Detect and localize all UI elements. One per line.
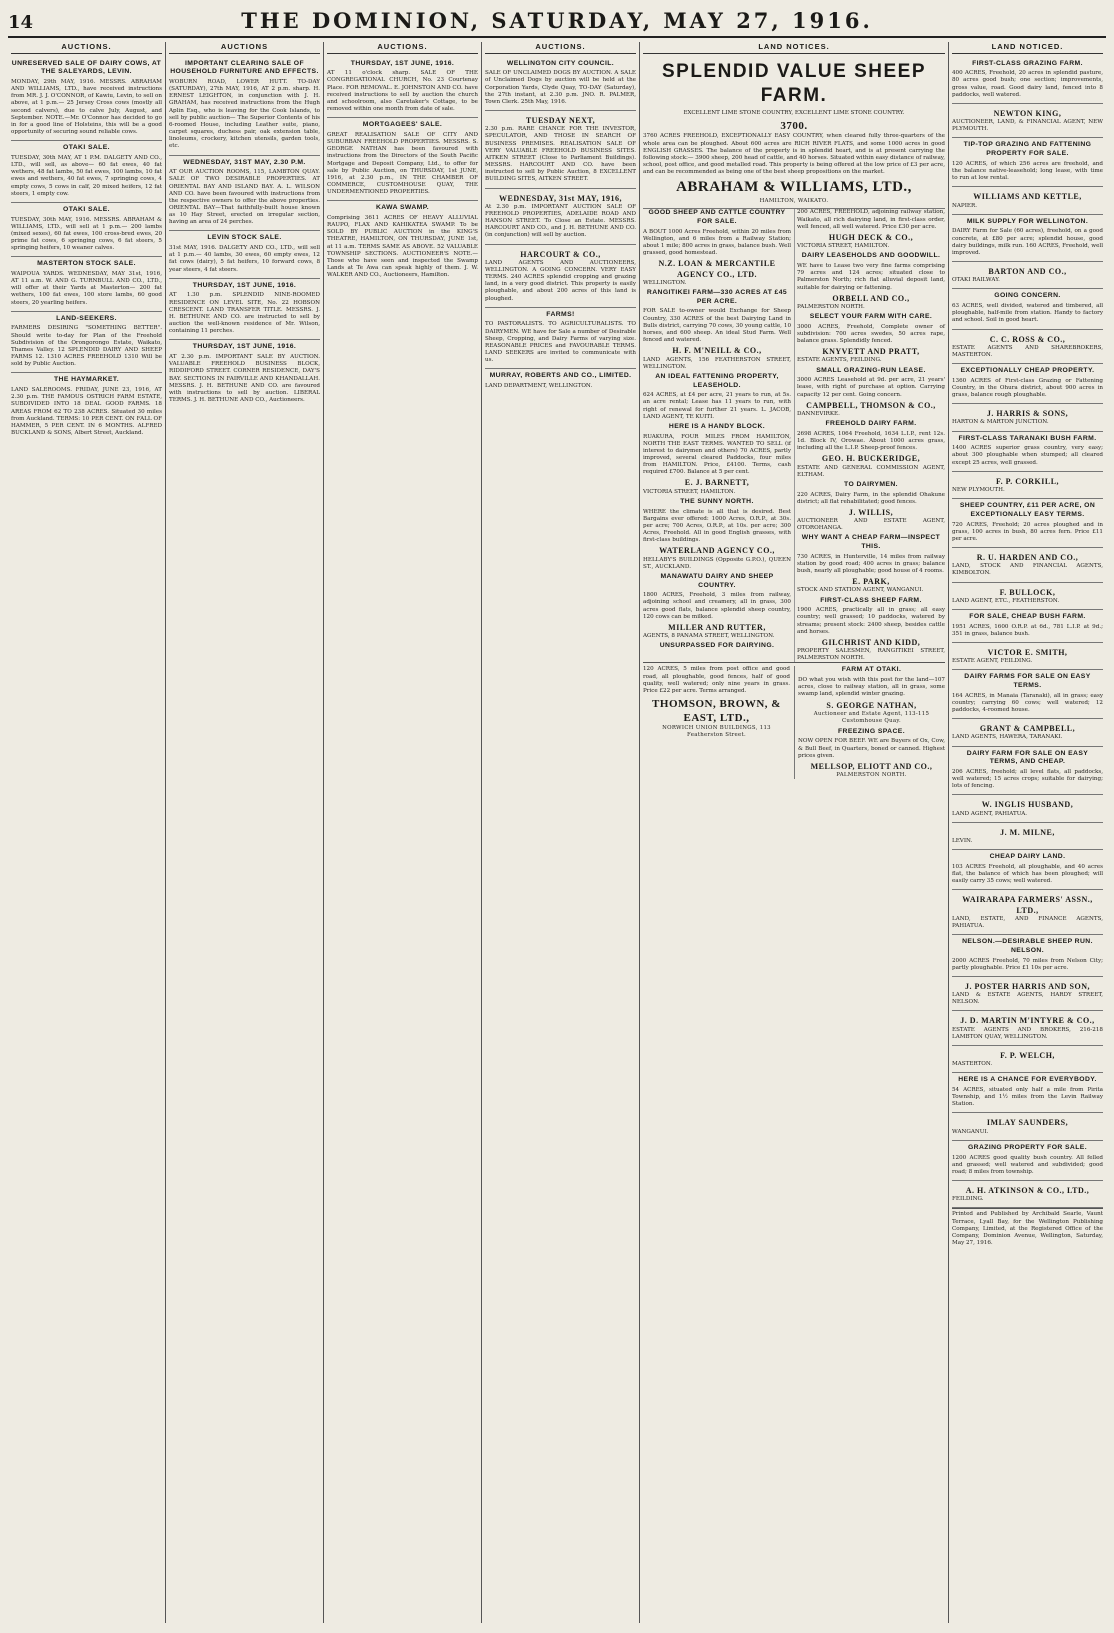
ad-agent: CAMPBELL, THOMSON & CO., (806, 400, 936, 410)
ad-body: DANNEVIRKE. (797, 410, 840, 417)
printer-imprint: Printed and Published by Archibald Searle, Vaunt Terrace, Lyall Bay, for the Wellington Publishing Company, Limited, at the Registered Office of the Company, Dominion Avenue, Wellington, Saturday, May 27, 1916. (952, 1208, 1103, 1247)
ad-title: MANAWATU DAIRY AND SHEEP COUNTRY. (660, 572, 774, 589)
ad-title: GOING CONCERN. (994, 292, 1061, 300)
ad-title: TO DAIRYMEN. (844, 480, 898, 488)
ad-body: 63 ACRES, well divided, watered and timbered, all ploughable, half-mile from station. Handy to factory and school. Soil in good heart. (952, 303, 1103, 324)
ad-title: IMPORTANT CLEARING SALE OF HOUSEHOLD FURNITURE AND EFFECTS. (170, 59, 319, 76)
column-land-noticed (949, 42, 1106, 1623)
ad-body: TUESDAY, 30th MAY, AT 1 P.M. DALGETY AND CO., LTD., will sell, as above— 60 fat ewes, 40 fat wethers, 48 fat lambs, 50 fat ewes, 100 lambs, 10 fat ewes and wethers, 40 fat ewes, 7 springing cows, 4 empty cows, 5 cows in calf, 20 mixed heifers, 12 fat steers, 1 empty cow. (11, 154, 162, 197)
ad-title: THURSDAY, 1ST JUNE, 1916. (192, 343, 297, 351)
ad-body: AT 1.30 p.m. SPLENDID NINE-ROOMED RESIDENCE ON LEVEL SITE, No. 22 HOBSON CRESCENT. LAND TRANSFER TITLE. MESSRS. J. H. BETHUNE AND CO. are instructed to sell by auction the well-known residence of Mr. Wilson, containing 11 perches. (169, 292, 320, 335)
advertisement (952, 1073, 1103, 1113)
ad-title: FREEHOLD DAIRY FARM. (825, 420, 917, 428)
ad-title: DAIRY FARM FOR SALE ON EASY TERMS, AND CHEAP. (966, 749, 1089, 766)
ad-body: AUCTIONEER AND ESTATE AGENT, OTOROHANGA. (797, 518, 945, 532)
advertisement (11, 257, 162, 311)
ad-body: LAND, ESTATE, AND FINANCE AGENTS, PAHIATUA. (952, 915, 1103, 929)
land-listings-body (643, 209, 945, 662)
ad-agent: N.Z. LOAN & MERCANTILE AGENCY CO., LTD. (658, 259, 776, 279)
ad-title: THE SUNNY NORTH. (680, 497, 754, 505)
ad-title: CHEAP DAIRY LAND. (989, 853, 1066, 861)
feature-subtitle: EXCELLENT LIME STONE COUNTRY, EXCELLENT LIME STONE COUNTRY. (683, 110, 905, 117)
ad-body: 3000 ACRES, Freehold, Complete owner of subdivision: 700 acres swedes, 50 acres rape, balance grass. Splendidly fenced. (797, 323, 945, 345)
advertisement (952, 1141, 1103, 1181)
ad-title: SHEEP COUNTRY, £11 PER ACRE, ON EXCEPTIONALLY EASY TERMS. (959, 502, 1096, 518)
ad-agent: MELLSOP, ELIOTT AND CO., (810, 761, 933, 771)
ad-body: WHERE the climate is all that is desired. Best Bargains ever offered: 1000 Acres, O.R.P., at 30s. per acre; 700 Acres, O.R.P., at 10s. per acre; 300 Acres, Freehold. All in good English grasses, with first-class buildings. (643, 508, 791, 544)
advertisement (952, 262, 1103, 289)
ad-body: ESTATE AGENTS AND BROKERS, 216-218 LAMBTON QUAY, WELLINGTON. (952, 1026, 1103, 1040)
ad-agent: VICTOR E. SMITH, (987, 647, 1068, 657)
ad-body: PROPERTY SALESMEN, RANGITIKEI STREET, PALMERSTON NORTH. (797, 648, 945, 662)
ad-title: RANGITIKEI FARM—330 ACRES AT £45 PER ACRE. (646, 289, 788, 305)
ad-body: AT OUR AUCTION ROOMS, 115, LAMBTON QUAY. SALE OF TWO DESIRABLE PROPERTIES. AT ORIENTAL BAY AND ISLAND BAY. A. L. WILSON AND CO. have been favoured with instructions from the respective owners to offer the above properties. ORIENTAL BAY—That faithfully-built house known as 10 Hay Street, erected on irregular section, having an area of 24 perches. (169, 169, 320, 226)
feature-ad (643, 57, 945, 210)
ad-body: LEVIN. (952, 838, 973, 845)
advertisement (952, 1113, 1103, 1140)
column-header: AUCTIONS (169, 42, 320, 54)
ad-agent: R. U. HARDEN AND CO., (976, 553, 1079, 563)
ad-body: DO what you wish with this post for the land—107 acres, close to railway station, all in grass, some swamp land, splendid winter grazing. (798, 677, 945, 698)
ad-body: LAND AGENT, ETC., FEATHERSTON. (952, 597, 1060, 604)
ad-body: NEW PLYMOUTH. (952, 487, 1005, 494)
ad-body: 103 ACRES Freehold, all ploughable, and 40 acres flat, the balance of which has been ploughed; will easily carry 35 cows; well watered. (952, 863, 1103, 885)
ad-body: FARMERS DESIRING "SOMETHING BETTER". Should write to-day for Plan of the Freehold Subdivision of the Orongorongo Estate, Waikato, Thames Valley. 12 SPLENDID DAIRY AND SHEEP FARMS 12. 1310 ACRES FREEHOLD 1310 Will be sold by Public Auction. (11, 325, 162, 368)
ad-title: THURSDAY, 1ST JUNE, 1916. (192, 281, 297, 289)
advertisement (952, 890, 1103, 935)
ad-body: RUAKURA, FOUR MILES FROM HAMILTON, NORTH THE EAST TERMS. WANTED TO SELL (if interest to dairymen and others) 70 ACRES, partly improved, several cleared Paddocks, four miles from HAMILTON. Price, £4100. Terms, cash required £700. Balance at 5 per cent. (643, 433, 791, 476)
advertisement (11, 373, 162, 441)
ad-agent: S. GEORGE NATHAN, (826, 700, 917, 710)
ad-agent: C. C. ROSS & CO., (989, 334, 1066, 344)
advertisement (952, 747, 1103, 796)
ad-agent: WATERLAND AGENCY CO., (659, 546, 775, 556)
advertisement (952, 330, 1103, 365)
ad-body: SALE OF UNCLAIMED DOGS BY AUCTION. A SALE of Unclaimed Dogs by auction will be held at the Corporation Yards, Clyde Quay, TO-DAY (Saturday), the 27th instant, at 2.30 p.m. JNO. R. PALMER, Town Clerk. 25th May, 1916. (485, 70, 636, 105)
advertisement (485, 57, 636, 111)
ad-agent-address: NORWICH UNION BUILDINGS, 113 Featherston Street. (662, 725, 771, 739)
ad-title: FIRST-CLASS GRAZING FARM. (972, 59, 1083, 67)
ad-title: GOOD SHEEP AND CATTLE COUNTRY FOR SALE. (648, 209, 786, 226)
ad-agent: WEDNESDAY, 31st MAY, 1916, (499, 193, 622, 203)
ad-title: FIRST-CLASS SHEEP FARM. (820, 596, 922, 604)
ad-body: WAIPOUA YARDS. WEDNESDAY, MAY 31st, 1916, AT 11 a.m. W. AND G. TURNBULL AND CO., LTD., will offer at their Yards at Masterton— 200 fat wethers, 100 fat ewes, 100 store lambs, 60 good steers, 20 yearling heifers. (11, 271, 162, 306)
advertisement (952, 104, 1103, 139)
ad-body: 1200 ACRES good quality bush country. All felled and grassed; well watered and subdivided; good road; 8 miles from township. (952, 1154, 1103, 1175)
ad-agent: MILLER AND RUTTER, (668, 622, 766, 632)
feature-agent-address: HAMILTON, WAIKATO. (759, 197, 829, 204)
ad-body: ESTATE AGENTS AND SHAREBROKERS, MASTERTON. (952, 344, 1103, 358)
ad-body: LAND SALEROOMS. FRIDAY, JUNE 23, 1916, AT 2.30 p.m. THE FAMOUS OSTRICH FARM ESTATE, SUBDIVIDED INTO 18 DEAL GOOD FARMS. 18 AREAS FROM 62 TO 238 ACRES. Situated 30 miles from Auckland. TERMS: 10 PER CENT. ON FALL OF HAMMER, 5 PER CENT. IN 6 MONTHS. ALFRED BUCKLAND & SONS, Albert Street, Auckland. (11, 387, 162, 437)
advertisement (327, 201, 478, 283)
ad-agent: J. D. MARTIN M'INTYRE & CO., (960, 1016, 1095, 1026)
ad-title: FARMS! (546, 310, 575, 318)
advertisement (952, 1181, 1103, 1208)
column-header: AUCTIONS. (327, 42, 478, 54)
ad-agent: J. M. MILNE, (1000, 827, 1055, 837)
ad-body: VICTORIA STREET, HAMILTON. (643, 488, 736, 495)
ad-body: LAND AGENTS, HAWERA, TARANAKI. (952, 734, 1063, 741)
advertisement (952, 548, 1103, 583)
ad-body: 1400 ACRES superior grass country, very easy; about 300 ploughable when stumped; all cleared except 25 acres, well grassed. (952, 445, 1103, 466)
advertisement (952, 364, 1103, 404)
ad-title: THURSDAY, 1ST JUNE, 1916. (350, 59, 455, 67)
ad-body: MONDAY, 29th MAY, 1916. MESSRS. ABRAHAM AND WILLIAMS, LTD., have received instructions from MR. J. J. O'CONNOR, of Kawiu, Levin, to sell on above, at 1 p.m.— 25 Jersey Cross cows (mostly all second calvers), due to calve July, August, and September. NOTE.—Mr. O'Connor has decided to go in for a good line of Holsteins, this will be a good opportunity of securing sound reliable cows. (11, 78, 162, 136)
advertisement (327, 118, 478, 201)
bottom-right-ad (794, 666, 945, 779)
advertisement (952, 795, 1103, 822)
ad-agent-address: PALMERSTON NORTH. (836, 772, 907, 779)
advertisement (485, 245, 636, 308)
ad-body: 2000 ACRES Freehold, 70 miles from Nelson City; partly ploughable. Price £1 10s per acre. (952, 957, 1103, 971)
ad-title: OTAKI SALE. (63, 144, 110, 152)
ad-body: TUESDAY, 30th MAY, 1916. MESSRS. ABRAHAM & WILLIAMS, LTD., will sell at 1 p.m.— 200 lambs (mixed sexes), 60 fat ewes, 100 cross-bred ewes, 20 prime fat cows, 6 springing cows, 6 fat steers, 5 springing heifers, 10 weaner calves. (11, 216, 162, 252)
advertisement (11, 57, 162, 142)
ad-body: 2.30 p.m. RARE CHANCE FOR THE INVESTOR, SPECULATOR, AND THOSE IN SEARCH OF BUSINESS PREMISES. REALISATION SALE OF VERY VALUABLE FREEHOLD BUSINESS SITES. AITKEN STREET (Close to Parliament Buildings). MESSRS. HARCOURT AND CO. have been instructed to sell by Public Auction, 8 EXCELLENT BUILDING SITES, AITKEN STREET. (485, 126, 636, 183)
ad-agent: ORBELL AND CO., (832, 293, 910, 303)
ad-title: UNSURPASSED FOR DAIRYING. (659, 642, 775, 650)
ad-title: WEDNESDAY, 31ST MAY, 2.30 P.M. (183, 158, 306, 166)
column-auctions-2 (166, 42, 324, 1623)
ad-body: AUCTIONEER, LAND, & FINANCIAL AGENT, NEW PLYMOUTH. (952, 119, 1103, 133)
ad-body: 1951 ACRES, 1600 O.R.P. at 6d., 781 L.I.P. at 9d.; 351 in grass, balance bush. (952, 623, 1103, 637)
ad-title: THE HAYMARKET. (53, 376, 119, 384)
ad-body: WOBURN ROAD, LOWER HUTT. TO-DAY (SATURDAY), 27th MAY, 1916, AT 2 p.m. sharp. H. ERNEST LEIGHTON, in conjunction with J. H. GRAHAM, has received instructions from the Hugh Aplin Esq., who is leaving for the Cook Islands, to sell by public auction— The Superior Contents of his 6-roomed House, including Leather suite, piano, carpet squares, duchess pair, oak extension table, linoleums, crockery, kitchen utensils, garden tools, etc. (169, 78, 320, 150)
ad-title: AN IDEAL FATTENING PROPERTY, LEASEHOLD. (655, 372, 779, 389)
feature-body: 3760 ACRES FREEHOLD, EXCEPTIONALLY EASY COUNTRY, when cleared fully three-quarters of the whole area can be ploughed. About 600 acres are RICH RIVER FLATS, and some 1000 acres in good ENGLISH GRASSES. The balance of the property is in splendid heart, and is at present carrying the following stock:— 3900 sheep, 200 head of cattle, and 40 horses. Situated within easy distance of railway, school, post office, and good metalled road. This property is being offered at the low price of £3 per acre, and can be recommended as being one of the best sheep propositions on the market. (643, 133, 945, 176)
ad-title: SELECT YOUR FARM WITH CARE. (809, 313, 933, 321)
ad-agent: IMLAY SAUNDERS, (986, 1118, 1069, 1128)
ad-agent: W. INGLIS HUSBAND, (981, 800, 1074, 810)
column-header: LAND NOTICED. (952, 42, 1103, 54)
ad-title: MASTERTON STOCK SALE. (37, 260, 136, 268)
ad-body: 1900 ACRES, practically all in grass; all easy country; well grassed; 10 paddocks, watered by streams; present stock: 2400 sheep, besides cattle and horses. (797, 607, 945, 635)
ad-body: 730 ACRES, in Hunterville, 14 miles from railway station by good road; 400 acres in grass; balance bush, nearly all ploughable; good house of 4 rooms. (797, 553, 945, 575)
ad-title: WELLINGTON CITY COUNCIL. (506, 59, 615, 67)
ad-agent: BARTON AND CO., (988, 267, 1067, 276)
ad-title: DAIRY LEASEHOLDS AND GOODWILL. (801, 252, 941, 260)
ad-body: 720 ACRES, Freehold; 20 acres ploughed and in grass, 100 acres in bush, 80 acres fern. Price £11 per acre. (952, 521, 1103, 542)
ad-title: MORTGAGEES' SALE. (362, 121, 443, 129)
ad-body: ESTATE AGENTS, FEILDING. (797, 357, 882, 364)
ad-agent: GRANT & CAMPBELL, (979, 724, 1076, 734)
advertisement (952, 935, 1103, 977)
ad-body: WE have to Lease two very fine farms comprising 79 acres and 124 acres; situated close to Palmerston North; rich flat alluvial deposit land, suitable for dairying or fattening. (797, 263, 945, 291)
ad-title: OTAKI SALE. (63, 205, 110, 213)
ad-title: KAWA SWAMP. (375, 204, 430, 212)
ad-agent: F. P. CORKILL, (995, 476, 1060, 486)
column-header: AUCTIONS. (485, 42, 636, 54)
ad-body: FOR SALE to-owner would Exchange for Sheep Country, 330 ACRES of the best Dairying Land in Bulls district, carrying 70 cows, 30 young cattle, 10 horses, and 600 sheep. An ideal Stud Farm. Well fenced and watered. (643, 308, 791, 344)
ad-agent: F. P. WELCH, (1000, 1050, 1055, 1060)
ad-agent: GEO. H. BUCKERIDGE, (821, 454, 921, 464)
ad-title: HERE IS A CHANCE FOR EVERYBODY. (958, 1076, 1097, 1084)
ad-body: HELLABY'S BUILDINGS (Opposite G.P.O.), QUEEN ST., AUCKLAND. (643, 556, 791, 570)
advertisement (952, 404, 1103, 431)
ad-title: FREEZING SPACE. (837, 727, 906, 735)
advertisement (952, 472, 1103, 499)
advertisement (952, 215, 1103, 262)
ad-body: 164 ACRES, in Manaia (Taranaki), all in grass; easy country; carrying 60 cows; well watered; 12 paddocks, 4-roomed house. (952, 692, 1103, 714)
newspaper-title: THE DOMINION, SATURDAY, MAY 27, 1916. (241, 8, 873, 33)
ad-body: TO PASTORALISTS. TO AGRICULTURALISTS. TO DAIRYMEN. WE have for Sale a number of Desirable Sheep, Cropping, and Dairy Farms of varying size. REASONABLE PRICES and FAVOURABLE TERMS. LAND SEEKERS are invited to communicate with us. (485, 321, 636, 364)
advertisement (952, 289, 1103, 329)
ad-body: Comprising 3611 ACRES OF HEAVY ALLUVIAL RAUPO, FLAX AND KAHIKATEA SWAMP. To be SOLD BY PUBLIC AUCTION in the KING'S THEATRE, HAMILTON, ON THURSDAY, JUNE 1st, at 11 a.m. TERMS SAME AS ABOVE. 52 VALUABLE TOWNSHIP SECTIONS. AUCTIONEER'S NOTE.—Those who have seen and inspected the Swamp Lands at Te Awa can speak highly of them. J. W. WALKER AND CO., Auctioneers, Hamilton. (327, 215, 478, 279)
ad-body: 1800 ACRES, Freehold, 3 miles from railway, adjoining school and creamery, all in grass, 300 acres good flats, balance splendid sheep country, 120 cows can be milked. (643, 592, 791, 620)
ad-agent: WILLIAMS AND KETTLE, (973, 192, 1082, 202)
advertisement (952, 823, 1103, 850)
feature-agent: ABRAHAM & WILLIAMS, LTD., (676, 179, 912, 196)
ad-title: MILK SUPPLY FOR WELLINGTON. (966, 217, 1089, 225)
ad-agent: F. BULLOCK, (999, 587, 1056, 597)
advertisement (169, 57, 320, 156)
advertisement (952, 1046, 1103, 1073)
advertisement (952, 643, 1103, 670)
ad-body: 54 ACRES, situated only half a mile from Pirita Township, and 1½ miles from the Levin Railway Station. (952, 1087, 1103, 1108)
feature-number: 3700. (780, 120, 808, 133)
bottom-left-ad (643, 666, 790, 779)
ad-body: 624 ACRES, at £4 per acre, 21 years to run, at 5s. an acre rental; Lease has 11 years to run, with right of renewal for further 21 years. L. JACOB, LAND AGENT, TE KUITI. (643, 392, 791, 420)
advertisement (169, 279, 320, 341)
advertisement (485, 189, 636, 245)
ad-agent: E. J. BARNETT, (684, 478, 750, 488)
ad-title: MURRAY, ROBERTS AND CO., LIMITED. (489, 372, 632, 380)
land-listings (643, 209, 945, 662)
ad-body: AGENTS, 8 PANAMA STREET, WELLINGTON. (643, 633, 775, 640)
ad-agent: NEWTON KING, (993, 108, 1062, 118)
ad-body: NOW OPEN FOR BEEF. WE are Buyers of Ox, Cow, & Bull Beef, in Quarters, boned or canned. Highest prices given. (798, 738, 945, 759)
ad-body: STOCK AND STATION AGENT, WANGANUI. (797, 587, 924, 594)
column-auctions-4 (482, 42, 640, 1623)
advertisement (952, 977, 1103, 1012)
ad-body: 1360 ACRES of First-class Grazing or Fattening Country, in the Ohura district, about 900 acres in grass, balance rough ploughable. (952, 377, 1103, 399)
advertisement (11, 203, 162, 257)
page-number: 14 (8, 12, 34, 33)
advertisement (952, 670, 1103, 719)
ad-agent: WAIRARAPA FARMERS' ASSN., LTD., (962, 895, 1093, 915)
ad-body: LAND AGENTS AND AUCTIONEERS, WELLINGTON. A GOING CONCERN. VERY EASY TERMS. 240 ACRES splendid cropping and grazing land, in a very good district. This property is easily ploughable, and about 200 acres of this land is ploughed. (485, 259, 636, 302)
ad-agent: KNYVETT AND PRATT, (822, 347, 920, 357)
advertisement (952, 850, 1103, 890)
feature-title: SPLENDID VALUE SHEEP FARM. (661, 60, 927, 106)
ad-title: UNRESERVED SALE OF DAIRY COWS, AT THE SALEYARDS, LEVIN. (11, 59, 162, 76)
ad-agent: E. PARK, (852, 577, 890, 587)
ad-body: AT 2.30 p.m. IMPORTANT SALE BY AUCTION. VALUABLE FREEHOLD BUSINESS BLOCK, RIDDIFORD STREET. CORNER RESIDENCE, DAY'S BAY. SECTIONS IN FAIRVILLE AND KHANDALLAH. MESSRS. J. H. BETHUNE AND CO. are favoured with instructions to sell by auction. LIBERAL TERMS. J. H. BETHUNE AND CO., Auctioneers. (169, 354, 320, 404)
ad-agent: GILCHRIST AND KIDD, (821, 637, 921, 647)
column-auctions-3 (324, 42, 482, 1623)
advertisement (169, 156, 320, 232)
ad-title: SMALL GRAZING-RUN LEASE. (816, 366, 926, 374)
ad-agent: J. WILLIS, (848, 507, 894, 517)
ad-body: 31st MAY, 1916. DALGETY AND CO., LTD., will sell at 1 p.m.— 40 lambs, 30 ewes, 60 empty ewes, 12 fat cows (dairy), 5 fat heifers, 10 forward cows, 8 year steers, 4 fat steers. (169, 245, 320, 273)
ad-agent-address: Auctioneer and Estate Agent, 113-115 Customhouse Quay. (813, 710, 930, 724)
ad-body: AT 11 o'clock sharp. SALE OF THE CONGREGATIONAL CHURCH, No. 23 Courtenay Place. FOR REMOVAL. E. JOHNSTON AND CO. have received instructions to sell by auction the church and schoolroom, also Caretaker's Cottage, to be removed within one month from date of sale. (327, 70, 478, 113)
ad-body: LAND DEPARTMENT, WELLINGTON. (485, 383, 593, 390)
ad-body: 400 ACRES, Freehold, 20 acres in splendid pasture, 80 acres good bush; one section; improvements, gross value, road. Good dairy land, fenced into 8 paddocks, well watered. (952, 70, 1103, 98)
column-header: LAND NOTICES. (643, 42, 945, 54)
advertisement (952, 610, 1103, 643)
ad-title: EXCEPTIONALLY CHEAP PROPERTY. (960, 367, 1095, 375)
ad-body: FEILDING. (952, 1196, 984, 1203)
ad-title: LAND-SEEKERS. (56, 314, 117, 322)
ad-title: HERE IS A HANDY BLOCK. (668, 422, 766, 430)
advertisement (952, 719, 1103, 746)
ad-body: 200 ACRES, FREEHOLD, adjoining railway station, Waikato, all rich dairying land, in first-class order, well fenced, all well watered. Price £30 per acre. (797, 209, 945, 230)
column-header: AUCTIONS. (11, 42, 162, 54)
ad-body: At 2.30 p.m. IMPORTANT AUCTION SALE OF FREEHOLD PROPERTIES, ADELAIDE ROAD AND HANSON STREET. To Close an Estate. MESSRS. HARCOURT AND CO., and J. H. BETHUNE AND CO. (in conjunction) will sell by auction. (485, 203, 636, 239)
ad-body: WANGANUI. (952, 1128, 989, 1135)
ad-agent: HUGH DECK & CO., (828, 232, 914, 242)
ad-body: A BOUT 1000 Acres Freehold, within 20 miles from Wellington, and 6 miles from a Railway Station; about 1 mile; 800 acres in grass, balance bush. Well grassed, good homestead. (643, 228, 791, 257)
ad-agent: HARCOURT & CO., (520, 249, 601, 259)
ad-body: 2698 ACRES, 1064 Freehold, 1634 L.I.P., rent 12s. 1d. Block IV, Orowae. About 1000 acres grass, including all the L.I.P. Sheep-proof fences. (797, 430, 945, 452)
advertisement (485, 111, 636, 188)
advertisement (169, 231, 320, 278)
ad-agent: J. HARRIS & SONS, (986, 409, 1069, 419)
ad-agent: H. F. M'NEILL & CO., (672, 346, 762, 356)
ad-body: NAPIER. (952, 202, 977, 209)
column-land-notices (640, 42, 949, 1623)
land-bottom-row (643, 662, 945, 779)
ad-body: LAND, STOCK AND FINANCIAL AGENTS, KIMBOLTON. (952, 563, 1103, 577)
ad-title: FOR SALE, CHEAP BUSH FARM. (969, 612, 1086, 620)
ad-body: ESTATE AGENT, FEILDING. (952, 658, 1033, 665)
advertisement (169, 340, 320, 408)
advertisement (952, 432, 1103, 472)
ad-body: OTAKI RAILWAY. (952, 277, 1000, 284)
advertisement (327, 57, 478, 119)
ad-agent: J. POSTER HARRIS AND SON, (965, 981, 1090, 991)
ad-body: ESTATE AND GENERAL COMMISSION AGENT, ELTHAM. (797, 464, 945, 478)
advertisement (952, 499, 1103, 548)
advertisement (485, 308, 636, 370)
ad-body: VICTORIA STREET, HAMILTON. (797, 243, 890, 250)
ad-body: 220 ACRES, Dairy Farm, in the splendid Ohakune district; all flat rehabilitated; good fences. (797, 491, 945, 505)
column-auctions-1 (8, 42, 166, 1623)
ad-title: FARM AT OTAKI. (841, 666, 902, 674)
advertisement (952, 187, 1103, 214)
ad-body: WELLINGTON. (643, 279, 687, 286)
ad-title: TIP-TOP GRAZING AND FATTENING PROPERTY FOR SALE. (963, 141, 1092, 158)
advertisement (485, 369, 636, 394)
ad-body: MASTERTON. (952, 1061, 993, 1068)
ad-body: DAIRY Farm for Sale (60 acres), freehold, on a good concrete, at £80 per acre; splendid house, good dairy buildings, milk run. 160 ACRES, Freehold, well improved. (952, 228, 1103, 256)
columns (8, 42, 1106, 1623)
ad-title: WHY WANT A CHEAP FARM—INSPECT THIS. (801, 534, 941, 551)
masthead (8, 8, 1106, 38)
ad-agent: TUESDAY NEXT, (525, 116, 596, 126)
ad-title: GRAZING PROPERTY FOR SALE. (967, 1143, 1088, 1151)
advertisement (11, 312, 162, 374)
ad-body: HARTON & MARTON JUNCTION. (952, 419, 1049, 426)
ad-body: GREAT REALISATION SALE OF CITY AND SUBURBAN FREEHOLD PROPERTIES. MESSRS. S. GEORGE NATHAN has been favoured with instructions from the Directors of the South Pacific Mortgage and Deposit Company, Ltd., to offer for sale by Public Auction, on THURSDAY, 1st JUNE, 1916, at 2.30 p.m., IN THE CHAMBER OF COMMERCE, CUSTOMHOUSE QUAY, THE UNDERMENTIONED PROPERTIES. (327, 131, 478, 196)
ad-agent: THOMSON, BROWN, & EAST, LTD., (652, 698, 781, 725)
advertisement (952, 583, 1103, 610)
ad-body: LAND AGENT, PAHIATUA. (952, 810, 1028, 817)
ad-body: LAND & ESTATE AGENTS, HARDY STREET, NELSON. (952, 992, 1103, 1006)
ad-title: NELSON.—DESIRABLE SHEEP RUN. NELSON. (962, 938, 1093, 954)
ad-body: LAND AGENTS, 156 FEATHERSTON STREET, WELLINGTON. (643, 356, 791, 370)
advertisement (952, 57, 1103, 104)
ad-body: 120 ACRES, 5 miles from post office and good road, all ploughable, good fences, half of good quality, well watered; only nine years in grass. Price £22 per acre. Terms arranged. (643, 666, 790, 694)
ad-body: 206 ACRES, freehold; all level flats, all paddocks, well watered; 15 acres crops; suitable for dairying; lots of fencing. (952, 768, 1103, 790)
advertisement (952, 1011, 1103, 1046)
ad-title: LEVIN STOCK SALE. (207, 234, 282, 242)
ad-body: 120 ACRES, of which 256 acres are freehold, and the balance native-leasehold; long lease, with time to run at low rental. (952, 160, 1103, 182)
ad-title: FIRST-CLASS TARANAKI BUSH FARM. (958, 434, 1097, 442)
advertisement (952, 138, 1103, 187)
ad-body: 3000 ACRES Leasehold at 9d. per acre, 21 years' lease, with right of purchase at option. Carrying capacity 12 per cent. Going concern. (797, 377, 945, 398)
advertisement (11, 141, 162, 203)
ad-title: DAIRY FARMS FOR SALE ON EASY TERMS. (964, 673, 1091, 690)
ad-body: PALMERSTON NORTH. (797, 303, 865, 310)
ad-agent: A. H. ATKINSON & CO., LTD., (965, 1186, 1090, 1196)
